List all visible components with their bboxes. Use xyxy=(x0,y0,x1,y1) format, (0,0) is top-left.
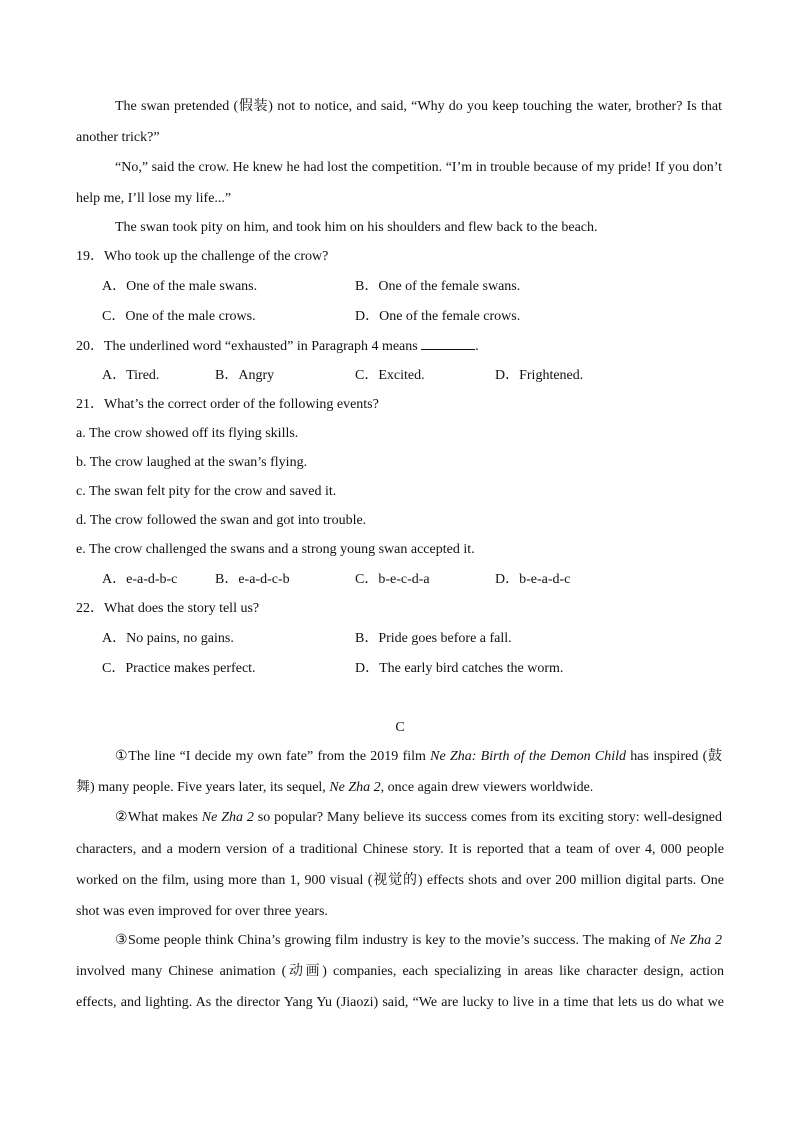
event-item: c. The swan felt pity for the crow and saved it. xyxy=(76,484,337,499)
question-20-stem xyxy=(76,337,479,356)
q19-option-c: C．One of the male crows. xyxy=(102,309,256,324)
question-20-stem-end: . xyxy=(475,339,479,354)
event-item: d. The crow followed the swan and got into trouble. xyxy=(76,513,367,528)
passage-line: effects, and lighting. As the director Yang Yu (Jiaozi) said, “We are lucky to live in a time that lets us do what we xyxy=(76,995,724,1010)
q20-option-b: B．Angry xyxy=(215,368,275,383)
q22-option-a: A．No pains, no gains. xyxy=(102,631,234,646)
q20-option-a: A．Tired. xyxy=(102,368,160,383)
q20-option-d: D．Frightened. xyxy=(495,368,584,383)
passage-text: 舞) many people. Five years later, its sequel, xyxy=(76,780,330,795)
passage-line: characters, and a modern version of a traditional Chinese story. It is reported that a team of over 4, 000 people xyxy=(76,842,724,857)
passage-line xyxy=(115,809,722,827)
question-20-stem-text: 20．The underlined word “exhausted” in Paragraph 4 means xyxy=(76,339,418,354)
section-heading: C xyxy=(395,720,405,735)
event-item: b. The crow laughed at the swan’s flying. xyxy=(76,455,308,470)
film-title: Ne Zha 2 xyxy=(201,810,254,825)
passage-text: ②What makes xyxy=(115,810,202,825)
passage-line: involved many Chinese animation (动画) companies, each specializing in areas like character design, action xyxy=(76,964,724,979)
story-paragraph-line: “No,” said the crow. He knew he had lost the competition. “I’m in trouble because of my pride! If you don’t xyxy=(115,160,722,175)
story-paragraph-line: The swan took pity on him, and took him on his shoulders and flew back to the beach. xyxy=(115,220,598,235)
event-item: e. The crow challenged the swans and a strong young swan accepted it. xyxy=(76,542,475,557)
q21-option-a: A．e-a-d-b-c xyxy=(102,572,178,587)
q22-option-b: B．Pride goes before a fall. xyxy=(355,631,512,646)
story-paragraph-line: help me, I’ll lose my life...” xyxy=(76,191,232,206)
q21-option-d: D．b-e-a-d-c xyxy=(495,572,571,587)
question-22-stem: 22．What does the story tell us? xyxy=(76,601,260,616)
answer-blank xyxy=(421,337,475,350)
q19-option-d: D．One of the female crows. xyxy=(355,309,521,324)
question-19-stem: 19．Who took up the challenge of the crow? xyxy=(76,249,329,264)
passage-line xyxy=(115,748,722,766)
film-title: Ne Zha: Birth of the Demon Child xyxy=(430,749,627,764)
q22-option-c: C．Practice makes perfect. xyxy=(102,661,256,676)
passage-line: shot was even improved for over three years. xyxy=(76,904,328,919)
passage-text: ①The line “I decide my own fate” from the 2019 film xyxy=(115,749,431,764)
q19-option-b: B．One of the female swans. xyxy=(355,279,521,294)
film-title: Ne Zha 2 xyxy=(669,933,723,948)
passage-text: has inspired (鼓 xyxy=(626,749,722,764)
passage-line xyxy=(115,932,722,950)
event-item: a. The crow showed off its flying skills. xyxy=(76,426,299,441)
story-paragraph-line: another trick?” xyxy=(76,130,160,145)
story-paragraph-line: The swan pretended (假装) not to notice, and said, “Why do you keep touching the water, brother? Is that xyxy=(115,99,722,114)
q21-option-b: B．e-a-d-c-b xyxy=(215,572,290,587)
passage-text: so popular? Many believe its success comes from its exciting story: well-designed xyxy=(253,810,723,825)
passage-line: worked on the film, using more than 1, 900 visual (视觉的) effects shots and over 200 million digital parts. One xyxy=(76,873,724,888)
question-21-stem: 21．What’s the correct order of the following events? xyxy=(76,397,379,412)
q21-option-c: C．b-e-c-d-a xyxy=(355,572,430,587)
passage-text: ③Some people think China’s growing film industry is key to the movie’s success. The making of xyxy=(115,933,670,948)
passage-line xyxy=(76,779,593,797)
q20-option-c: C．Excited. xyxy=(355,368,425,383)
passage-text: , once again drew viewers worldwide. xyxy=(380,780,594,795)
q22-option-d: D．The early bird catches the worm. xyxy=(355,661,564,676)
q19-option-a: A．One of the male swans. xyxy=(102,279,258,294)
film-title: Ne Zha 2 xyxy=(329,780,381,795)
